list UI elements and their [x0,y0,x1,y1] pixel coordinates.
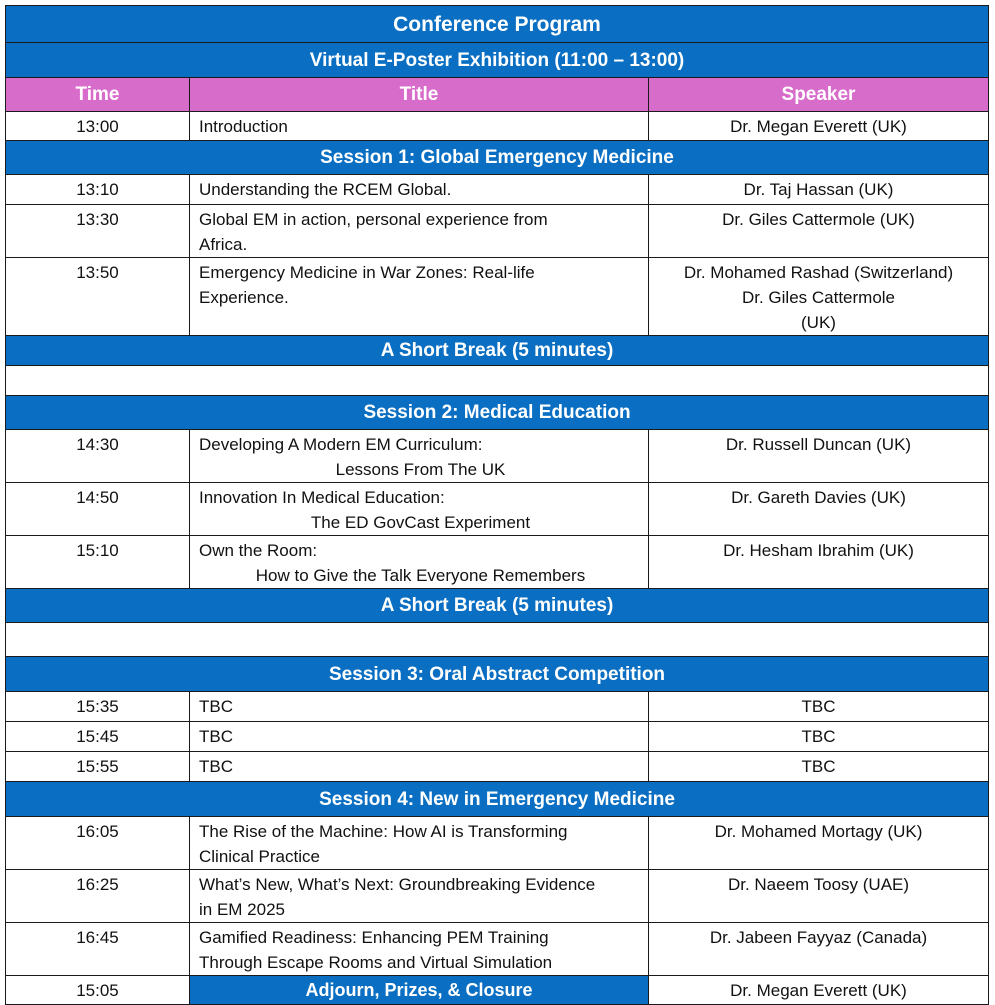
row-title-line: Africa. [199,235,248,254]
row-title [190,205,649,258]
row-time: 13:10 [6,175,190,205]
row-title: Understanding the RCEM Global. [190,175,649,205]
short-break-heading: A Short Break (5 minutes) [6,336,989,366]
row-speaker: Dr. Megan Everett (UK) [649,976,989,1005]
column-header-speaker: Speaker [649,78,989,112]
row-title [190,430,649,483]
row-speaker: Dr. Mohamed Mortagy (UK) [649,817,989,870]
row-time: 15:10 [6,536,190,589]
row-title [190,536,649,589]
row-title-line: Through Escape Rooms and Virtual Simulation [199,953,553,972]
row-time: 13:00 [6,112,190,141]
row-time: 16:45 [6,923,190,976]
row-speaker: TBC [649,722,989,752]
row-time: 13:30 [6,205,190,258]
row-speaker [649,258,989,336]
table-row [6,923,989,976]
session-3-heading: Session 3: Oral Abstract Competition [6,657,989,692]
blank-row [6,366,989,396]
session-1-heading: Session 1: Global Emergency Medicine [6,141,989,175]
table-row [6,536,989,589]
table-row [6,205,989,258]
row-time: 14:30 [6,430,190,483]
row-title-line: Clinical Practice [199,847,320,866]
row-time: 15:05 [6,976,190,1005]
program-table [5,5,989,1005]
row-title: TBC [190,752,649,782]
row-speaker-line: Dr. Giles Cattermole [741,288,896,307]
row-title [190,923,649,976]
table-row [6,722,989,752]
row-speaker-line: Dr. Mohamed Rashad (Switzerland) [683,263,954,282]
row-title-line: Emergency Medicine in War Zones: Real-life [199,263,535,282]
row-title-line: How to Give the Talk Everyone Remembers [255,566,586,585]
program-title: Conference Program [6,6,989,43]
row-title: Introduction [190,112,649,141]
table-row [6,976,989,1005]
row-title [190,817,649,870]
row-speaker: Dr. Giles Cattermole (UK) [649,205,989,258]
session-2-heading: Session 2: Medical Education [6,396,989,430]
row-speaker: Dr. Megan Everett (UK) [649,112,989,141]
row-title [190,483,649,536]
table-row [6,112,989,141]
program-subtitle: Virtual E-Poster Exhibition (11:00 – 13:00) [6,43,989,78]
row-time: 16:05 [6,817,190,870]
row-title-line: Developing A Modern EM Curriculum: [199,435,483,454]
row-speaker: Dr. Hesham Ibrahim (UK) [649,536,989,589]
closing-title: Adjourn, Prizes, & Closure [190,976,649,1005]
table-row [6,817,989,870]
row-time: 15:55 [6,752,190,782]
session-4-heading: Session 4: New in Emergency Medicine [6,782,989,817]
row-speaker: Dr. Jabeen Fayyaz (Canada) [649,923,989,976]
table-row [6,692,989,722]
row-time: 16:25 [6,870,190,923]
row-title-line: The ED GovCast Experiment [310,513,531,532]
column-header-title: Title [190,78,649,112]
row-title-line: The Rise of the Machine: How AI is Transforming [199,822,568,841]
row-title-line: in EM 2025 [199,900,285,919]
row-title [190,258,649,336]
table-row [6,870,989,923]
row-title-line: Gamified Readiness: Enhancing PEM Training [199,928,549,947]
row-speaker: Dr. Taj Hassan (UK) [649,175,989,205]
row-title: TBC [190,692,649,722]
row-time: 14:50 [6,483,190,536]
row-title-line: Own the Room: [199,541,318,560]
row-title [190,870,649,923]
row-speaker: Dr. Naeem Toosy (UAE) [649,870,989,923]
row-title-line: Lessons From The UK [335,460,506,479]
row-title-line: Experience. [199,288,289,307]
row-title-line: Innovation In Medical Education: [199,488,445,507]
row-speaker: Dr. Gareth Davies (UK) [649,483,989,536]
row-speaker: Dr. Russell Duncan (UK) [649,430,989,483]
row-time: 15:35 [6,692,190,722]
table-row [6,483,989,536]
row-title-line: What’s New, What’s Next: Groundbreaking Evidence [199,875,596,894]
row-title-line: Global EM in action, personal experience from [199,210,548,229]
row-speaker: TBC [649,692,989,722]
table-row [6,752,989,782]
table-row [6,258,989,336]
row-time: 13:50 [6,258,190,336]
table-row [6,430,989,483]
row-speaker: TBC [649,752,989,782]
row-title: TBC [190,722,649,752]
row-speaker-line: (UK) [801,313,836,332]
row-time: 15:45 [6,722,190,752]
blank-row [6,623,989,657]
short-break-heading: A Short Break (5 minutes) [6,589,989,623]
column-header-time: Time [6,78,190,112]
table-row [6,175,989,205]
